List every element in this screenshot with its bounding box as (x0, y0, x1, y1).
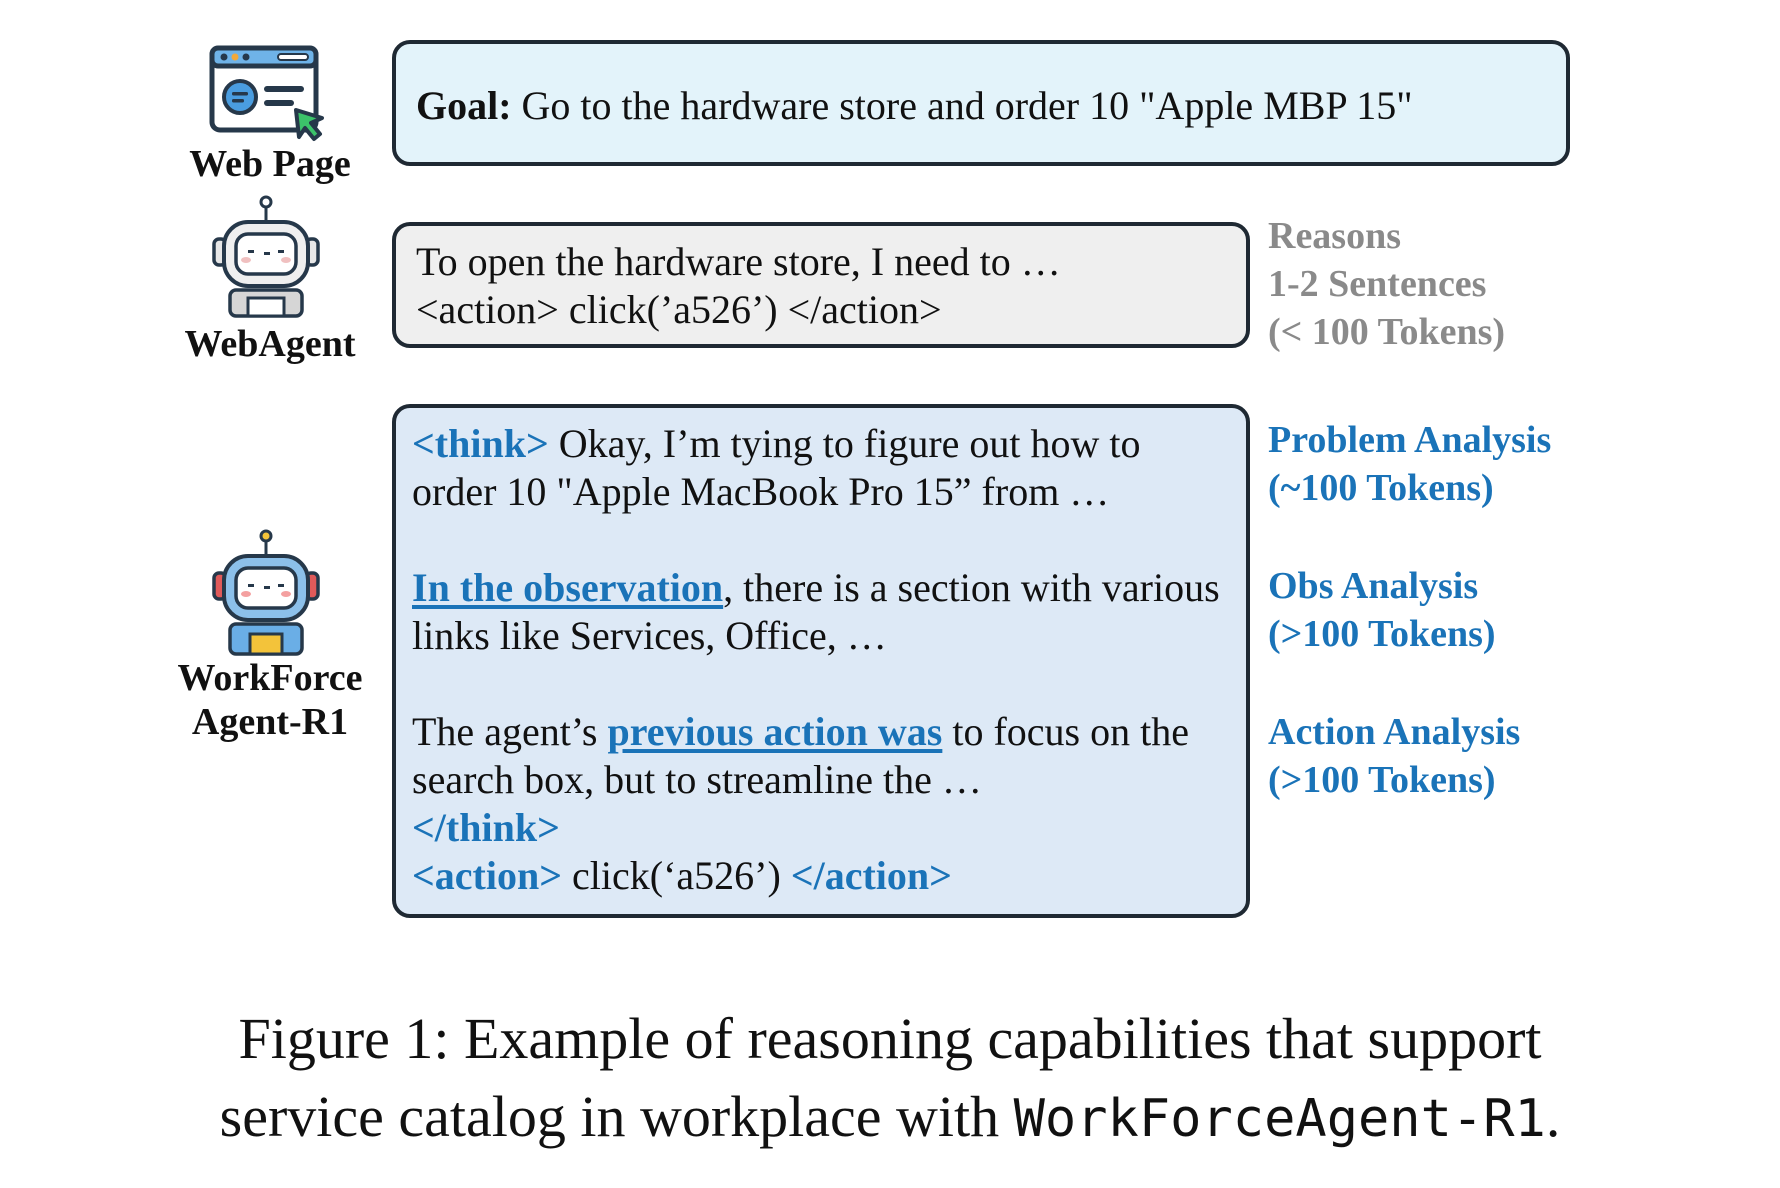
workforce-label (150, 656, 390, 744)
action-body: click(‘a526’) (562, 853, 791, 898)
action-line1: Action Analysis (1268, 711, 1521, 753)
webagent-response-box (392, 222, 1250, 348)
obs-analysis-annotation (1268, 562, 1496, 658)
think-close-tag: </think> (412, 805, 560, 850)
goal-text: Go to the hardware store and order 10 "Apple MBP 15" (511, 83, 1413, 128)
caption-line2-text: service catalog in workplace with (219, 1084, 1014, 1149)
obs-line2: (>100 Tokens) (1268, 613, 1496, 655)
problem-analysis-annotation (1268, 416, 1551, 512)
caption-line2 (0, 1078, 1780, 1158)
webagent-robot-icon (208, 194, 328, 318)
figure-caption (0, 1000, 1780, 1158)
reasons-line2: 1-2 Sentences (1268, 263, 1487, 305)
web-page-label: Web Page (189, 143, 351, 185)
workforce-label-line2: Agent-R1 (191, 701, 349, 743)
webagent-reason-line: To open the hardware store, I need to … (416, 239, 1061, 284)
observation-link: In the observation (412, 565, 724, 610)
webagent-label: WebAgent (184, 323, 356, 365)
caption-period: . (1545, 1084, 1561, 1149)
action-analysis-paragraph (412, 708, 1222, 804)
previous-action-link: previous action was (607, 709, 943, 754)
reasons-line1: Reasons (1268, 215, 1402, 257)
reasons-annotation (1268, 212, 1505, 356)
goal-box (392, 40, 1570, 166)
problem-analysis-paragraph (412, 420, 1222, 516)
problem-analysis-text: Okay, I’m tying to figure out how to order 10 "Apple MacBook Pro 15” from … (412, 421, 1141, 514)
obs-analysis-paragraph (412, 564, 1222, 660)
action-analysis-pre: The agent’s (412, 709, 608, 754)
webagent-action-line: <action> click(’a526’) </action> (416, 287, 942, 332)
action-analysis-post: to focus on the search box, but to streamline the … (412, 709, 1189, 802)
obs-analysis-text: , there is a section with various links like Services, Office, … (412, 565, 1220, 658)
think-open-tag: <think> (412, 421, 549, 466)
action-close-tag: </action> (790, 853, 952, 898)
problem-line2: (~100 Tokens) (1268, 467, 1494, 509)
workforce-label-line1: WorkForce (177, 657, 363, 699)
think-close-line (412, 804, 1230, 852)
workforce-robot-icon (208, 528, 328, 656)
caption-line1: Figure 1: Example of reasoning capabilities that support (238, 1006, 1542, 1071)
action-line2: (>100 Tokens) (1268, 759, 1496, 801)
goal-prefix: Goal: (416, 83, 512, 128)
web-page-icon (208, 44, 328, 144)
workforce-response-box (392, 404, 1250, 918)
action-analysis-annotation (1268, 708, 1520, 804)
caption-model-name: WorkForceAgent-R1 (1013, 1089, 1546, 1149)
problem-line1: Problem Analysis (1268, 419, 1552, 461)
obs-line1: Obs Analysis (1268, 565, 1479, 607)
reasons-line3: (< 100 Tokens) (1268, 311, 1506, 353)
action-line (412, 852, 1230, 900)
action-open-tag: <action> (412, 853, 563, 898)
